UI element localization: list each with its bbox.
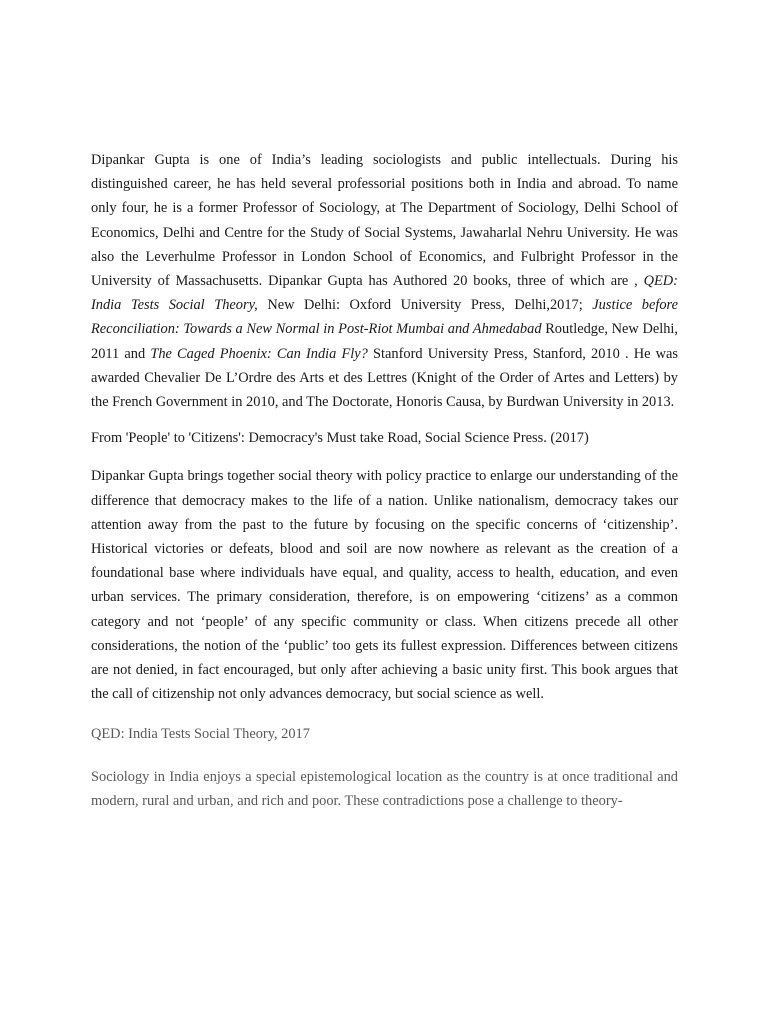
book-title-justice: Justice before Reconciliation: Towards a New Normal in Post-Riot Mumbai and Ahmedabad: [91, 297, 678, 338]
book1-heading: From 'People' to 'Citizens': Democracy's Must take Road, Social Science Press. (2017): [91, 430, 589, 447]
book-title-qed: QED: India Tests Social Theory,: [91, 273, 678, 314]
book1-description: Dipankar Gupta brings together social theory with policy practice to enlarge our understanding of the difference that democracy makes to the life of a nation. Unlike nationalism, democracy takes our attention away from the past to the future by focusing on the specific concerns of ‘citizenship’. Historical victories or defeats, blood and soil are now nowhere as relevant as the creation of a foundational base where individuals have equal, and quality, access to health, education, and even urban services. The primary consideration, therefore, is on empowering ‘citizens’ as a common category and not ‘people’ of any specific community or class. When citizens precede all other considerations, the notion of the ‘public’ too gets its fullest expression. Differences between citizens are not denied, in fact encouraged, but only after achieving a basic unity first. This book argues that the call of citizenship not only advances democracy, but social science as well.: [91, 468, 678, 703]
author-bio-paragraph: [91, 148, 678, 414]
bio-text-1: Dipankar Gupta is one of India’s leading sociologists and public intellectuals. During his distinguished career, he has held several professorial positions both in India and abroad. To name only four, he is a former Professor of Sociology, at The Department of Sociology, Delhi School of Economics, Delhi and Centre for the Study of Social Systems, Jawaharlal Nehru University. He was also the Leverhulme Professor in London School of Economics, and Fulbright Professor in the University of Massachusetts. Dipankar Gupta has Authored 20 books, three of which are ,: [91, 152, 678, 290]
document-page: [91, 148, 678, 813]
book2-heading: QED: India Tests Social Theory, 2017: [91, 726, 310, 743]
bio-text-3: Routledge, New Delhi, 2011 and: [91, 321, 679, 362]
bio-text-4: Stanford University Press, Stanford, 2010 . He was awarded Chevalier De L’Ordre des Arts et des Lettres (Knight of the Order of Artes and Letters) by the French Government in 2010, and The Doctorate, Honoris Causa, by Burdwan University in 2013.: [91, 345, 679, 411]
book2-description: Sociology in India enjoys a special epistemological location as the country is at once traditional and modern, rural and urban, and rich and poor. These contradictions pose a challenge to theory-: [91, 768, 678, 809]
bio-text-2: New Delhi: Oxford University Press, Delhi,2017;: [267, 297, 583, 314]
book-title-caged-phoenix: The Caged Phoenix: Can India Fly?: [150, 345, 368, 362]
